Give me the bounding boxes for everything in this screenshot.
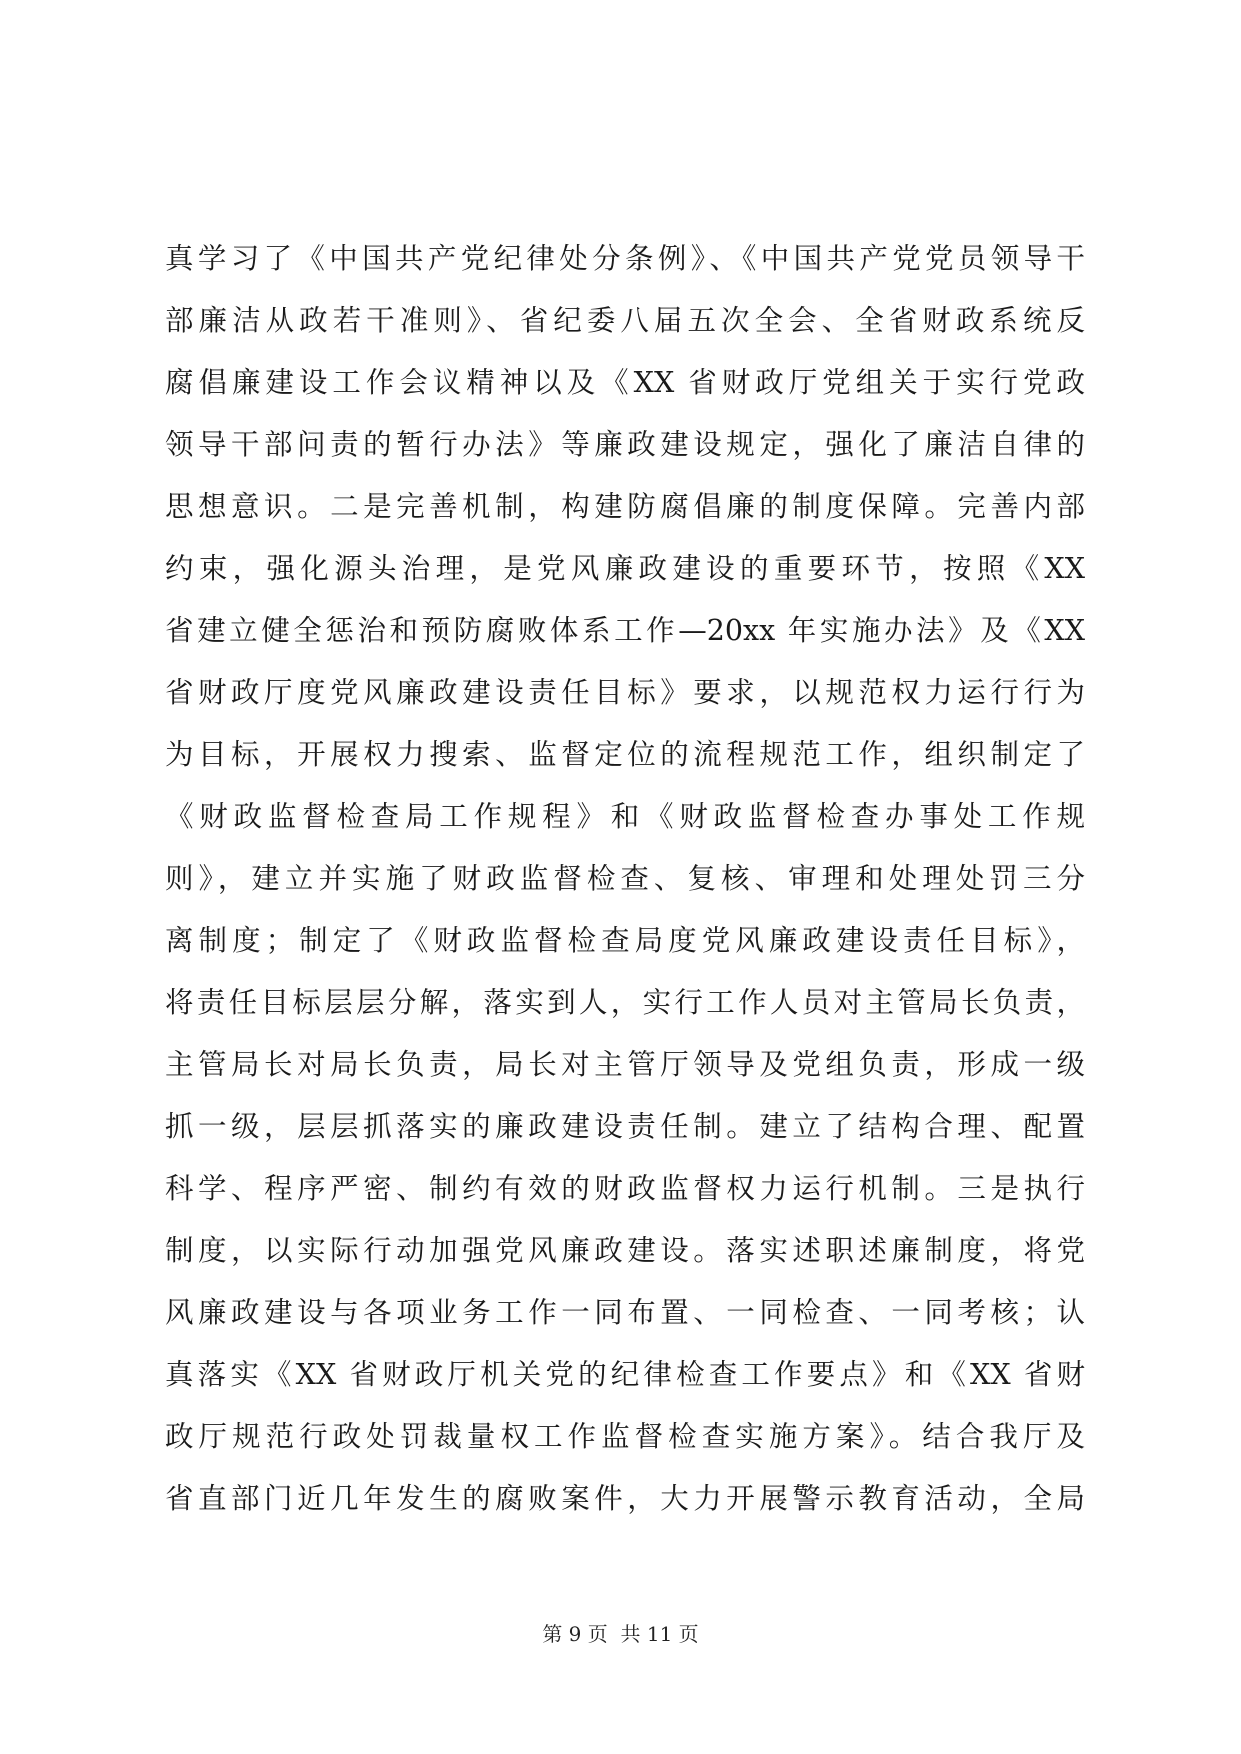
text-line-17: 制度，以实际行动加强党风廉政建设。落实述职述廉制度，将党 (165, 1234, 1085, 1267)
text-line-11: 则》，建立并实施了财政监督检查、复核、审理和处理处罚三分 (165, 862, 1085, 895)
page-footer (0, 1620, 1241, 1648)
text-line-15: 抓一级，层层抓落实的廉政建设责任制。建立了结构合理、配置 (165, 1110, 1085, 1143)
text-line-3: 腐倡廉建设工作会议精神以及《XX 省财政厅党组关于实行党政 (165, 366, 1085, 399)
text-line-18: 风廉政建设与各项业务工作一同布置、一同检查、一同考核；认 (165, 1296, 1085, 1329)
body-text (165, 228, 1085, 1530)
text-line-5: 思想意识。二是完善机制，构建防腐倡廉的制度保障。完善内部 (165, 490, 1085, 523)
text-line-10: 《财政监督检查局工作规程》和《财政监督检查办事处工作规 (165, 800, 1085, 833)
text-line-8: 省财政厅度党风廉政建设责任目标》要求，以规范权力运行行为 (165, 676, 1085, 709)
text-line-16: 科学、程序严密、制约有效的财政监督权力运行机制。三是执行 (165, 1172, 1085, 1205)
text-line-20: 政厅规范行政处罚裁量权工作监督检查实施方案》。结合我厅及 (165, 1420, 1085, 1453)
text-line-21: 省直部门近几年发生的腐败案件，大力开展警示教育活动，全局 (165, 1482, 1085, 1515)
text-line-1: 真学习了《中国共产党纪律处分条例》、《中国共产党党员领导干 (165, 242, 1085, 275)
text-line-9: 为目标，开展权力搜索、监督定位的流程规范工作，组织制定了 (165, 738, 1085, 771)
text-line-19: 真落实《XX 省财政厅机关党的纪律检查工作要点》和《XX 省财 (165, 1358, 1085, 1391)
text-line-13: 将责任目标层层分解，落实到人，实行工作人员对主管局长负责， (165, 986, 1085, 1019)
text-line-7: 省建立健全惩治和预防腐败体系工作—20xx 年实施办法》及《XX (165, 614, 1085, 647)
text-line-14: 主管局长对局长负责，局长对主管厅领导及党组负责，形成一级 (165, 1048, 1085, 1081)
text-line-12: 离制度；制定了《财政监督检查局度党风廉政建设责任目标》， (165, 924, 1085, 957)
page-number: 第 9 页 共 11 页 (542, 1622, 699, 1646)
text-line-6: 约束，强化源头治理，是党风廉政建设的重要环节，按照《XX (165, 552, 1085, 585)
text-line-2: 部廉洁从政若干准则》、省纪委八届五次全会、全省财政系统反 (165, 304, 1085, 337)
text-line-4: 领导干部问责的暂行办法》等廉政建设规定，强化了廉洁自律的 (165, 428, 1085, 461)
